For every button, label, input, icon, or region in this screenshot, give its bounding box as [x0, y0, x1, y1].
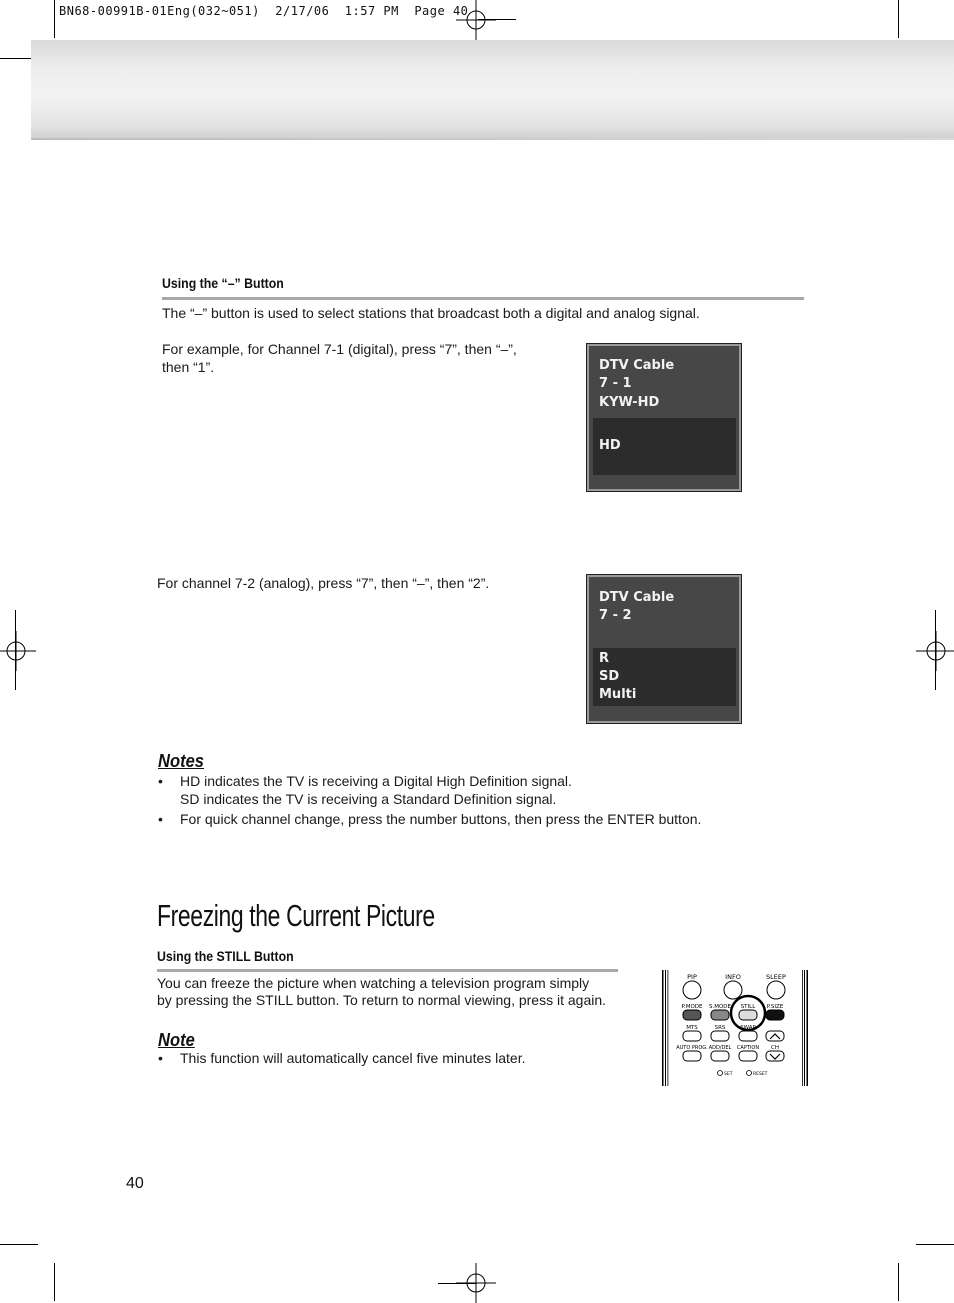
- note-sd-line: SD indicates the TV is receiving a Standard Definition signal.: [180, 791, 557, 807]
- page-title: Freezing the Current Picture: [157, 898, 435, 933]
- crop-mark: [15, 610, 16, 690]
- remote-label-autoprog: AUTO PROG.: [676, 1045, 708, 1051]
- note-title: Note: [158, 1030, 195, 1050]
- still-line1: You can freeze the picture when watching a television program simply: [157, 975, 590, 991]
- remote-button-adddel: [711, 1051, 729, 1061]
- print-slug: BN68-00991B-01Eng(032~051) 2/17/06 1:57 PM Page 40: [59, 4, 469, 18]
- example1-line2: then “1”.: [162, 359, 215, 375]
- example2-text: For channel 7-2 (analog), press “7”, then “–”, then “2”.: [157, 575, 490, 591]
- remote-label-psize: P.SIZE: [766, 1004, 784, 1010]
- remote-button-pip: [683, 981, 701, 999]
- osd-info-hd: HD: [599, 438, 621, 453]
- remote-label-srs: SRS: [714, 1025, 726, 1031]
- osd-info-multi: Multi: [599, 687, 637, 702]
- section-rule: [162, 297, 804, 300]
- crop-mark: [0, 1244, 38, 1245]
- remote-button-still: [739, 1010, 757, 1020]
- note-still-cancel: This function will automatically cancel five minutes later.: [180, 1050, 526, 1066]
- remote-label-smode: S.MODE: [708, 1004, 732, 1010]
- list-item: [157, 810, 757, 828]
- section-heading-dash-button: Using the “–” Button: [162, 275, 284, 291]
- osd-line-station: KYW-HD: [599, 395, 660, 410]
- remote-button-autoprog: [683, 1051, 701, 1061]
- crop-mark: [898, 1263, 899, 1301]
- registration-mark-icon: [0, 631, 36, 671]
- remote-button-ch-up: [766, 1031, 784, 1041]
- crop-mark: [54, 1263, 55, 1301]
- section-heading-still-button: Using the STILL Button: [157, 948, 294, 964]
- registration-mark-icon: [456, 0, 496, 40]
- channel-osd-digital: [586, 343, 742, 492]
- remote-label-set: SET: [724, 1072, 733, 1077]
- remote-label-info: INFO: [725, 973, 741, 981]
- crop-mark: [898, 0, 899, 38]
- remote-label-pip: PIP: [687, 973, 697, 981]
- remote-button-reset: [747, 1071, 752, 1076]
- remote-button-psize: [766, 1010, 784, 1020]
- crop-mark: [54, 0, 55, 38]
- osd-info-r: R: [599, 651, 610, 666]
- example1-line1: For example, for Channel 7-1 (digital), press “7”, then “–”,: [162, 341, 517, 357]
- header-band: [31, 40, 954, 140]
- osd-line-source: DTV Cable: [599, 358, 675, 373]
- list-item: [157, 772, 757, 808]
- intro-text: The “–” button is used to select stations that broadcast both a digital and analog signal.: [162, 305, 700, 321]
- page-number: 40: [126, 1175, 144, 1192]
- remote-button-smode: [711, 1010, 729, 1020]
- osd-line-channel: 7 - 2: [599, 608, 632, 623]
- remote-label-caption: CAPTION: [736, 1045, 760, 1051]
- remote-button-pmode: [683, 1010, 701, 1020]
- section-rule: [157, 969, 618, 972]
- remote-button-mts: [683, 1031, 701, 1041]
- remote-label-adddel: ADD/DEL: [708, 1045, 732, 1051]
- channel-osd-analog: [586, 574, 742, 724]
- note-quick-change-line: • For quick channel change, press the number buttons, then press the ENTER button.: [180, 811, 702, 827]
- still-description: [157, 975, 606, 1009]
- osd-info-sd: SD: [599, 669, 620, 684]
- osd-line-source: DTV Cable: [599, 590, 675, 605]
- remote-button-info: [724, 981, 742, 999]
- remote-label-sleep: SLEEP: [766, 973, 786, 981]
- note-list: [157, 1049, 607, 1067]
- osd-line-channel: 7 - 1: [599, 376, 632, 391]
- notes-list: [157, 772, 757, 828]
- osd-info-panel: [593, 418, 736, 475]
- notes-title: Notes: [158, 751, 205, 771]
- remote-button-set: [718, 1071, 723, 1076]
- remote-button-sleep: [767, 981, 785, 999]
- remote-button-caption: [739, 1051, 757, 1061]
- remote-button-srs: [711, 1031, 729, 1041]
- note-hd-line: • HD indicates the TV is receiving a Digital High Definition signal.: [180, 773, 572, 789]
- example1-text: [162, 340, 517, 376]
- list-item: [157, 1049, 607, 1067]
- remote-label-still: STILL: [740, 1004, 756, 1010]
- remote-label-ch: CH: [771, 1045, 779, 1051]
- remote-button-swap: [739, 1031, 757, 1041]
- remote-label-reset: RESET: [753, 1072, 768, 1077]
- remote-label-mts: MTS: [686, 1025, 698, 1031]
- crop-mark: [935, 610, 936, 690]
- crop-mark: [916, 1244, 954, 1245]
- remote-label-pmode: P.MODE: [681, 1004, 703, 1010]
- osd-info-panel: [593, 648, 736, 706]
- still-line2: by pressing the STILL button. To return to normal viewing, press it again.: [157, 992, 607, 1008]
- remote-control-illustration: [661, 970, 809, 1086]
- remote-label-swap: SWAP: [740, 1025, 756, 1031]
- registration-mark-icon: [456, 1263, 496, 1303]
